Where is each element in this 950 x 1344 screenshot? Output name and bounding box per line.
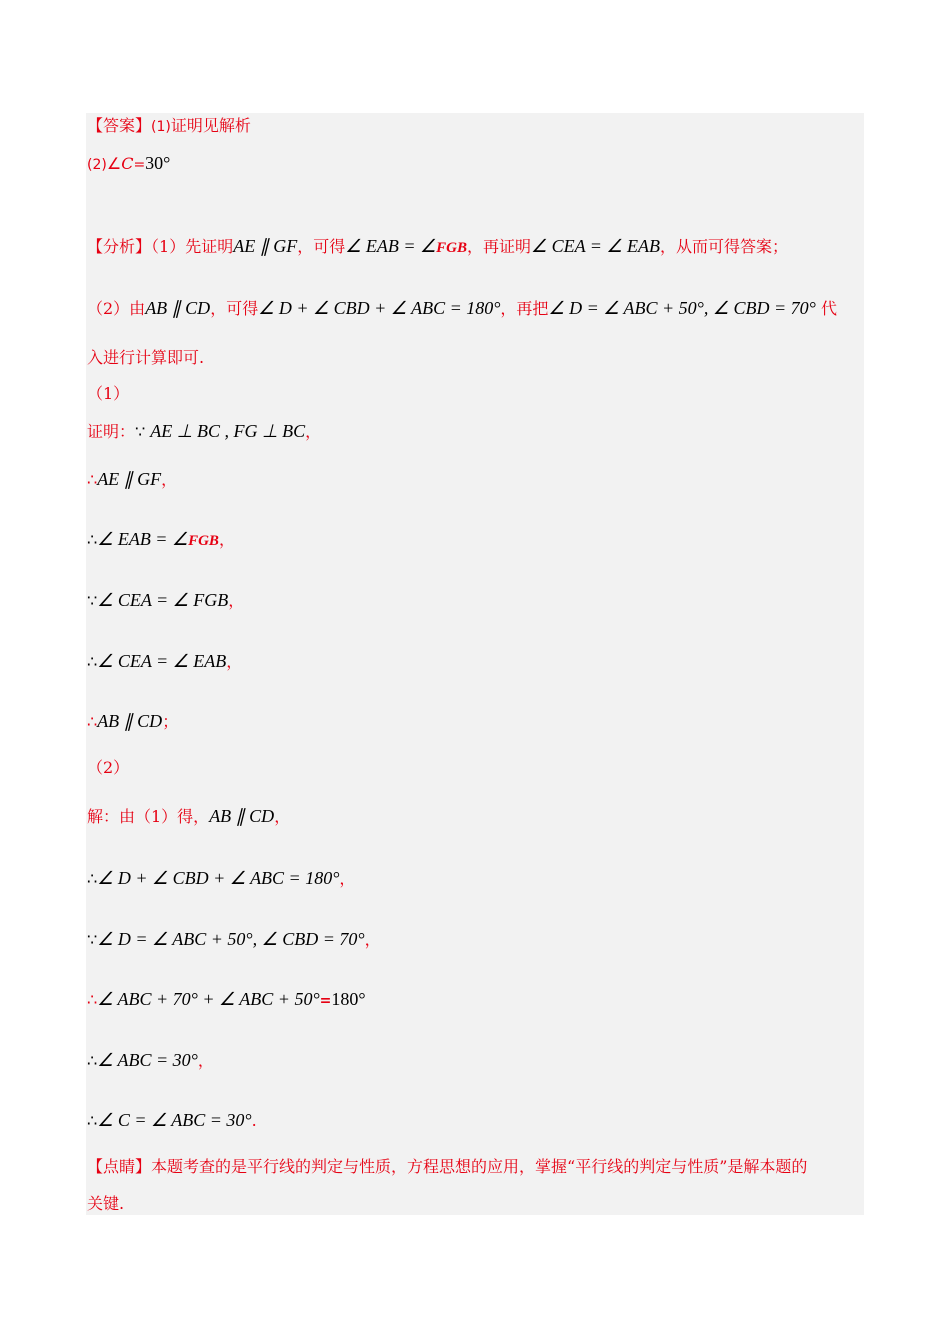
analysis-l2-b: ，可得 <box>210 299 259 318</box>
s2-step4-eq: = <box>319 993 332 1009</box>
analysis-l2-math3: ∠ D = ∠ ABC + 50°, ∠ CBD = 70° <box>548 298 816 318</box>
analysis-line-1 <box>87 236 788 258</box>
analysis-l2-d: 代 <box>815 299 837 318</box>
therefore-symbol: ∴ <box>87 1051 98 1070</box>
solution2-step-1 <box>87 806 290 827</box>
solution1-step-3 <box>87 529 235 551</box>
comma: ， <box>305 422 322 441</box>
solution2-label: （2） <box>87 758 130 777</box>
therefore-symbol: ∴ <box>87 470 98 489</box>
s2-step3-math: ∠ D = ∠ ABC + 50°, ∠ CBD = 70° <box>97 929 365 949</box>
analysis-line-2 <box>87 298 837 319</box>
solution1-step-6 <box>87 711 178 732</box>
step4-math: ∠ CEA = ∠ FGB <box>97 590 229 610</box>
because-symbol: ∵ <box>87 591 98 610</box>
because-symbol: ∵ <box>87 930 98 949</box>
solution2-step-4 <box>87 989 366 1011</box>
answer-part2-var: C <box>121 154 134 173</box>
proof-math: AE ⊥ BC , FG ⊥ BC <box>150 421 306 441</box>
comma: ， <box>228 591 245 610</box>
comma: ， <box>197 1051 214 1070</box>
analysis-l2-math1: AB ∥ CD <box>145 298 211 318</box>
comment-line-2: 关键. <box>87 1194 125 1213</box>
analysis-l2-c: ，再把 <box>500 299 549 318</box>
therefore-symbol: ∴ <box>87 652 98 671</box>
answer-part2-eq: = <box>133 157 146 173</box>
solution1-step-2 <box>87 469 177 490</box>
answer-part2-label: (2) <box>87 157 107 173</box>
analysis-tag: 【分析】 <box>87 237 152 256</box>
solution1-proof-line <box>87 421 321 442</box>
answer-line-2 <box>87 153 170 175</box>
angle-symbol: ∠ <box>106 154 122 173</box>
solution-prefix: 解：由（1）得， <box>87 807 210 826</box>
s2-step1-math: AB ∥ CD <box>209 806 275 826</box>
analysis-l1-math1: AE ∥ GF <box>233 236 298 256</box>
therefore-symbol: ∴ <box>87 530 98 549</box>
answer-part1-label: (1) <box>151 119 171 135</box>
analysis-l1-math2: ∠ EAB = ∠ <box>345 236 437 256</box>
solution2-step-3 <box>87 929 381 950</box>
therefore-symbol: ∴ <box>87 869 98 888</box>
analysis-l1-b: ，可得 <box>297 237 346 256</box>
solution1-step-4 <box>87 590 244 611</box>
step3-math: ∠ EAB = ∠ <box>97 529 189 549</box>
therefore-symbol: ∴ <box>87 990 98 1009</box>
comment-tag: 【点睛】 <box>87 1157 152 1176</box>
answer-part2-value: 30° <box>145 153 171 173</box>
solution1-label: （1） <box>87 384 130 403</box>
analysis-l1-d: ，从而可得答案； <box>660 237 789 256</box>
solution1-step-5 <box>87 651 242 672</box>
comment-text-1: 本题考查的是平行线的判定与性质，方程思想的应用，掌握“平行线的判定与性质”是解本题的 <box>151 1157 808 1176</box>
therefore-symbol: ∴ <box>87 712 98 731</box>
analysis-l1-math3: ∠ CEA = ∠ EAB <box>530 236 661 256</box>
comma: ， <box>339 869 356 888</box>
answer-part1-text: 证明见解析 <box>170 116 251 135</box>
solution2-step-5 <box>87 1050 214 1071</box>
analysis-l2-math2: ∠ D + ∠ CBD + ∠ ABC = 180° <box>258 298 501 318</box>
step6-math: AB ∥ CD <box>97 711 163 731</box>
step2-math: AE ∥ GF <box>97 469 162 489</box>
step3-math-red: FGB <box>188 533 219 549</box>
analysis-line-3: 入进行计算即可. <box>87 348 205 367</box>
s2-step4-value: 180° <box>331 989 366 1009</box>
semicolon: ； <box>162 712 179 731</box>
step5-math: ∠ CEA = ∠ EAB <box>97 651 227 671</box>
comma: ， <box>218 530 235 549</box>
analysis-l2-a: （2）由 <box>87 299 146 318</box>
comma: ， <box>364 930 381 949</box>
solution2-step-2 <box>87 868 355 889</box>
answer-tag: 【答案】 <box>87 116 152 135</box>
comma: ， <box>161 470 178 489</box>
analysis-l1-a: （1）先证明 <box>151 237 234 256</box>
s2-step6-math: ∠ C = ∠ ABC = 30° <box>97 1110 252 1130</box>
analysis-l1-c: ，再证明 <box>466 237 531 256</box>
s2-step5-math: ∠ ABC = 30° <box>97 1050 198 1070</box>
comma: ， <box>226 652 243 671</box>
s2-step2-math: ∠ D + ∠ CBD + ∠ ABC = 180° <box>97 868 340 888</box>
comma: ， <box>274 807 291 826</box>
proof-prefix: 证明： <box>87 422 136 441</box>
analysis-l1-math2-red: FGB <box>436 240 467 256</box>
therefore-symbol: ∴ <box>87 1111 98 1130</box>
answer-line-1 <box>87 116 251 137</box>
solution2-step-6 <box>87 1110 257 1131</box>
period: . <box>251 1111 257 1130</box>
because-symbol: ∵ <box>135 422 146 441</box>
comment-line-1 <box>87 1157 807 1177</box>
s2-step4-math: ∠ ABC + 70° + ∠ ABC + 50° <box>97 989 320 1009</box>
